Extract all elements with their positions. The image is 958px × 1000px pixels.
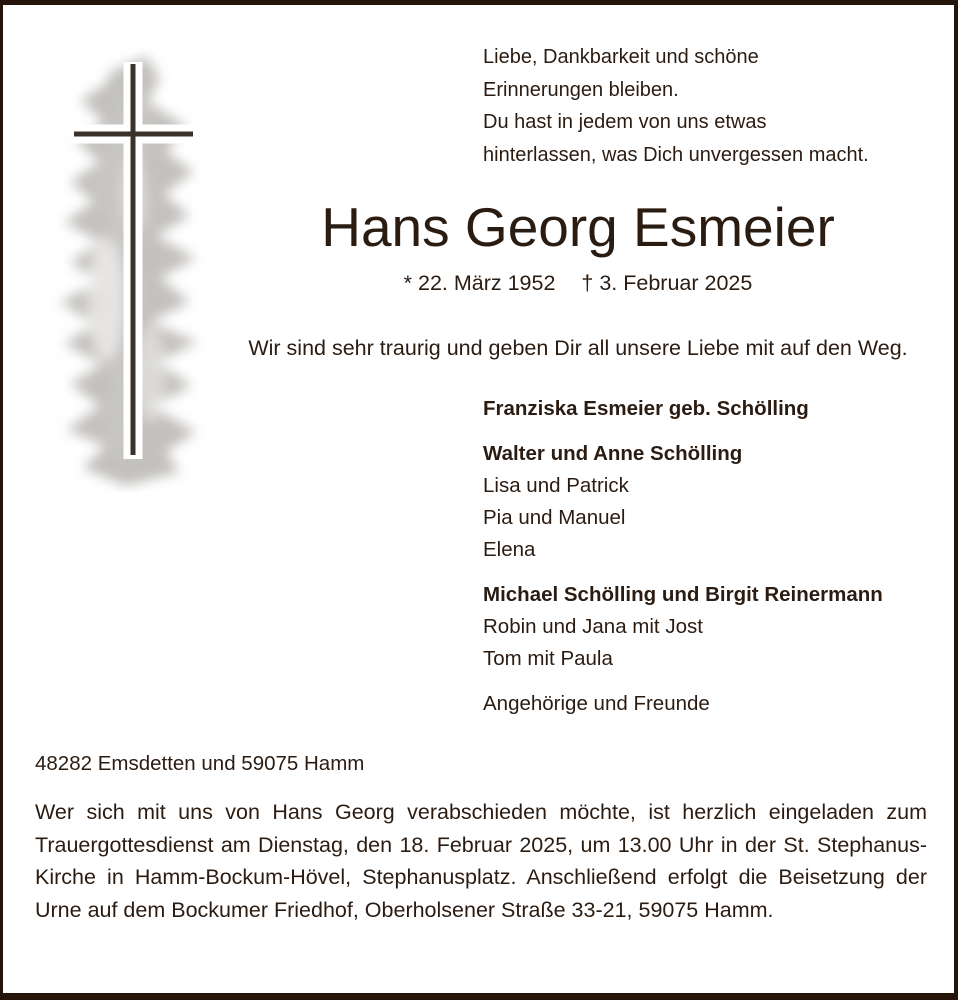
death-date: † 3. Februar 2025 xyxy=(581,271,753,295)
memorial-cross-icon xyxy=(48,44,216,492)
memorial-verse xyxy=(483,41,869,171)
memorial-artwork xyxy=(48,44,216,492)
verse-line: hinterlassen, was Dich unvergessen macht. xyxy=(483,143,869,166)
family-row: Elena xyxy=(483,538,536,561)
birth-date: * 22. März 1952 xyxy=(403,271,556,295)
deceased-name: Hans Georg Esmeier xyxy=(321,196,835,258)
verse-line: Erinnerungen bleiben. xyxy=(483,78,679,101)
condolence-line: Wir sind sehr traurig und geben Dir all unsere Liebe mit auf den Weg. xyxy=(248,336,908,360)
family-row: Pia und Manuel xyxy=(483,506,626,529)
verse-line: Du hast in jedem von uns etwas xyxy=(483,111,767,133)
family-row: Lisa und Patrick xyxy=(483,474,629,497)
family-list xyxy=(483,393,883,720)
family-row: Michael Schölling und Birgit Reinermann xyxy=(483,583,883,606)
family-row: Walter und Anne Schölling xyxy=(483,442,743,465)
family-row: Angehörige und Freunde xyxy=(483,692,710,715)
family-row: Tom mit Paula xyxy=(483,647,613,670)
family-row: Robin und Jana mit Jost xyxy=(483,615,703,638)
funeral-schedule-paragraph: Wer sich mit uns von Hans Georg verabschieden möchte, ist herzlich eingeladen zum Trauergottesdienst am Dienstag, den 18. Februar 2025, um 13.00 Uhr in der St. Stephanus-Kirche in Hamm-Bockum-Hövel, Stephanusplatz. Anschließend erfolgt die Beisetzung der Urne auf dem Bockumer Friedhof, Oberholsener Straße 33-21, 59075 Hamm. xyxy=(35,800,927,922)
cities-line: 48282 Emsdetten und 59075 Hamm xyxy=(35,752,365,775)
verse-line: Liebe, Dankbarkeit und schöne xyxy=(483,46,759,68)
family-row: Franziska Esmeier geb. Schölling xyxy=(483,397,809,420)
life-dates xyxy=(215,271,941,296)
